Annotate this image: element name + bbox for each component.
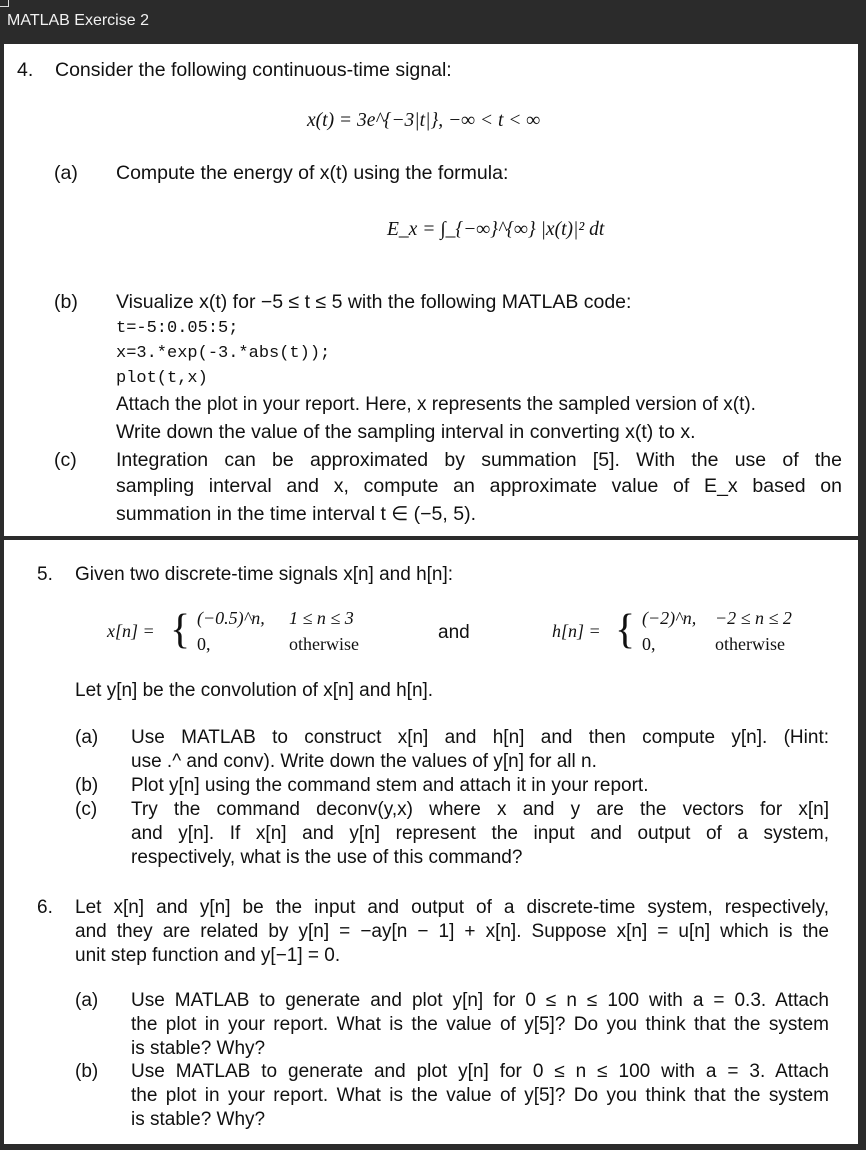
window-corner-mark <box>0 0 9 7</box>
q5c-label: (c) <box>75 799 98 820</box>
h-def-case2-condition: otherwise <box>715 634 785 654</box>
h-def-case1-value: (−2)^n, <box>642 608 697 628</box>
q6b-line-3: is stable? Why? <box>131 1109 266 1130</box>
q5b-text: Plot y[n] using the command stem and attach it in your report. <box>131 775 649 796</box>
q4b-lead: Visualize x(t) for −5 ≤ t ≤ 5 with the following MATLAB code: <box>116 291 632 313</box>
h-def-case1-condition: −2 ≤ n ≤ 2 <box>715 608 792 628</box>
q4b-line-2: Write down the value of the sampling interval in converting x(t) to x. <box>116 421 696 443</box>
q4c-line-3: summation in the time interval t ∈ (−5, 5). <box>116 503 476 525</box>
x-def-case2-value: 0, <box>197 634 211 654</box>
x-def-lhs: x[n] = <box>107 621 155 641</box>
h-def-lhs: h[n] = <box>552 621 601 641</box>
and-word: and <box>438 622 470 643</box>
q4a-energy-formula: E_x = ∫_{−∞}^{∞} |x(t)|² dt <box>387 219 605 240</box>
q5-number: 5. <box>37 564 53 585</box>
q6-line-1: Let x[n] and y[n] be the input and output of a discrete-time system, respectively, <box>75 897 829 918</box>
q6b-line-2: the plot in your report. What is the value of y[5]? Do you think that the system <box>131 1085 829 1106</box>
q4-signal-equation: x(t) = 3e^{−3|t|}, −∞ < t < ∞ <box>307 110 541 131</box>
x-def-case1-condition: 1 ≤ n ≤ 3 <box>289 608 354 628</box>
q6b-line-1: Use MATLAB to generate and plot y[n] for 0 ≤ n ≤ 100 with a = 3. Attach <box>131 1061 829 1082</box>
q4c-line-1: Integration can be approximated by summation [5]. With the use of the <box>116 449 842 471</box>
q4b-code-line-2: x=3.*exp(-3.*abs(t)); <box>116 344 331 363</box>
q5b-label: (b) <box>75 775 99 796</box>
q4b-code-line-1: t=-5:0.05:5; <box>116 319 239 338</box>
window-title: MATLAB Exercise 2 <box>7 12 149 29</box>
x-def-brace: { <box>170 607 191 653</box>
q5c-line-1: Try the command deconv(y,x) where x and y are the vectors for x[n] <box>131 799 829 820</box>
q5c-line-3: respectively, what is the use of this command? <box>131 847 523 868</box>
x-def-case2-condition: otherwise <box>289 634 359 654</box>
q4b-code-line-3: plot(t,x) <box>116 369 208 388</box>
questions-5-6-panel <box>4 540 858 1144</box>
q4c-label: (c) <box>54 449 77 471</box>
q4-number: 4. <box>17 59 34 81</box>
window-titlebar <box>0 0 866 44</box>
q5a-label: (a) <box>75 727 99 748</box>
q6b-label: (b) <box>75 1061 99 1082</box>
q5a-line-1: Use MATLAB to construct x[n] and h[n] and then compute y[n]. (Hint: <box>131 727 829 748</box>
q6a-line-3: is stable? Why? <box>131 1038 266 1059</box>
q5a-line-2: use .^ and conv). Write down the values of y[n] for all n. <box>131 751 597 772</box>
h-def-brace: { <box>615 607 636 653</box>
q6a-line-1: Use MATLAB to generate and plot y[n] for 0 ≤ n ≤ 100 with a = 0.3. Attach <box>131 990 829 1011</box>
q4b-label: (b) <box>54 291 78 313</box>
q5c-line-2: and y[n]. If x[n] and y[n] represent the input and output of a system, <box>131 823 829 844</box>
q4b-line-1: Attach the plot in your report. Here, x represents the sampled version of x(t). <box>116 394 756 415</box>
q5-intro: Given two discrete-time signals x[n] and h[n]: <box>75 564 454 585</box>
q6a-line-2: the plot in your report. What is the value of y[5]? Do you think that the system <box>131 1014 829 1035</box>
question-4-panel <box>4 44 858 536</box>
h-def-case2-value: 0, <box>642 634 656 654</box>
q6-number: 6. <box>37 897 53 918</box>
q4-intro: Consider the following continuous-time signal: <box>55 59 452 81</box>
x-def-case1-value: (−0.5)^n, <box>197 608 265 628</box>
q6-line-2: and they are related by y[n] = −ay[n − 1] + x[n]. Suppose x[n] = u[n] which is the <box>75 921 829 942</box>
q6-line-3: unit step function and y[−1] = 0. <box>75 945 341 966</box>
q4a-text: Compute the energy of x(t) using the formula: <box>116 162 509 184</box>
q4c-line-2: sampling interval and x, compute an approximate value of E_x based on <box>116 475 842 497</box>
q6a-label: (a) <box>75 990 99 1011</box>
q5-let-statement: Let y[n] be the convolution of x[n] and h[n]. <box>75 680 434 701</box>
q4a-label: (a) <box>54 162 78 184</box>
